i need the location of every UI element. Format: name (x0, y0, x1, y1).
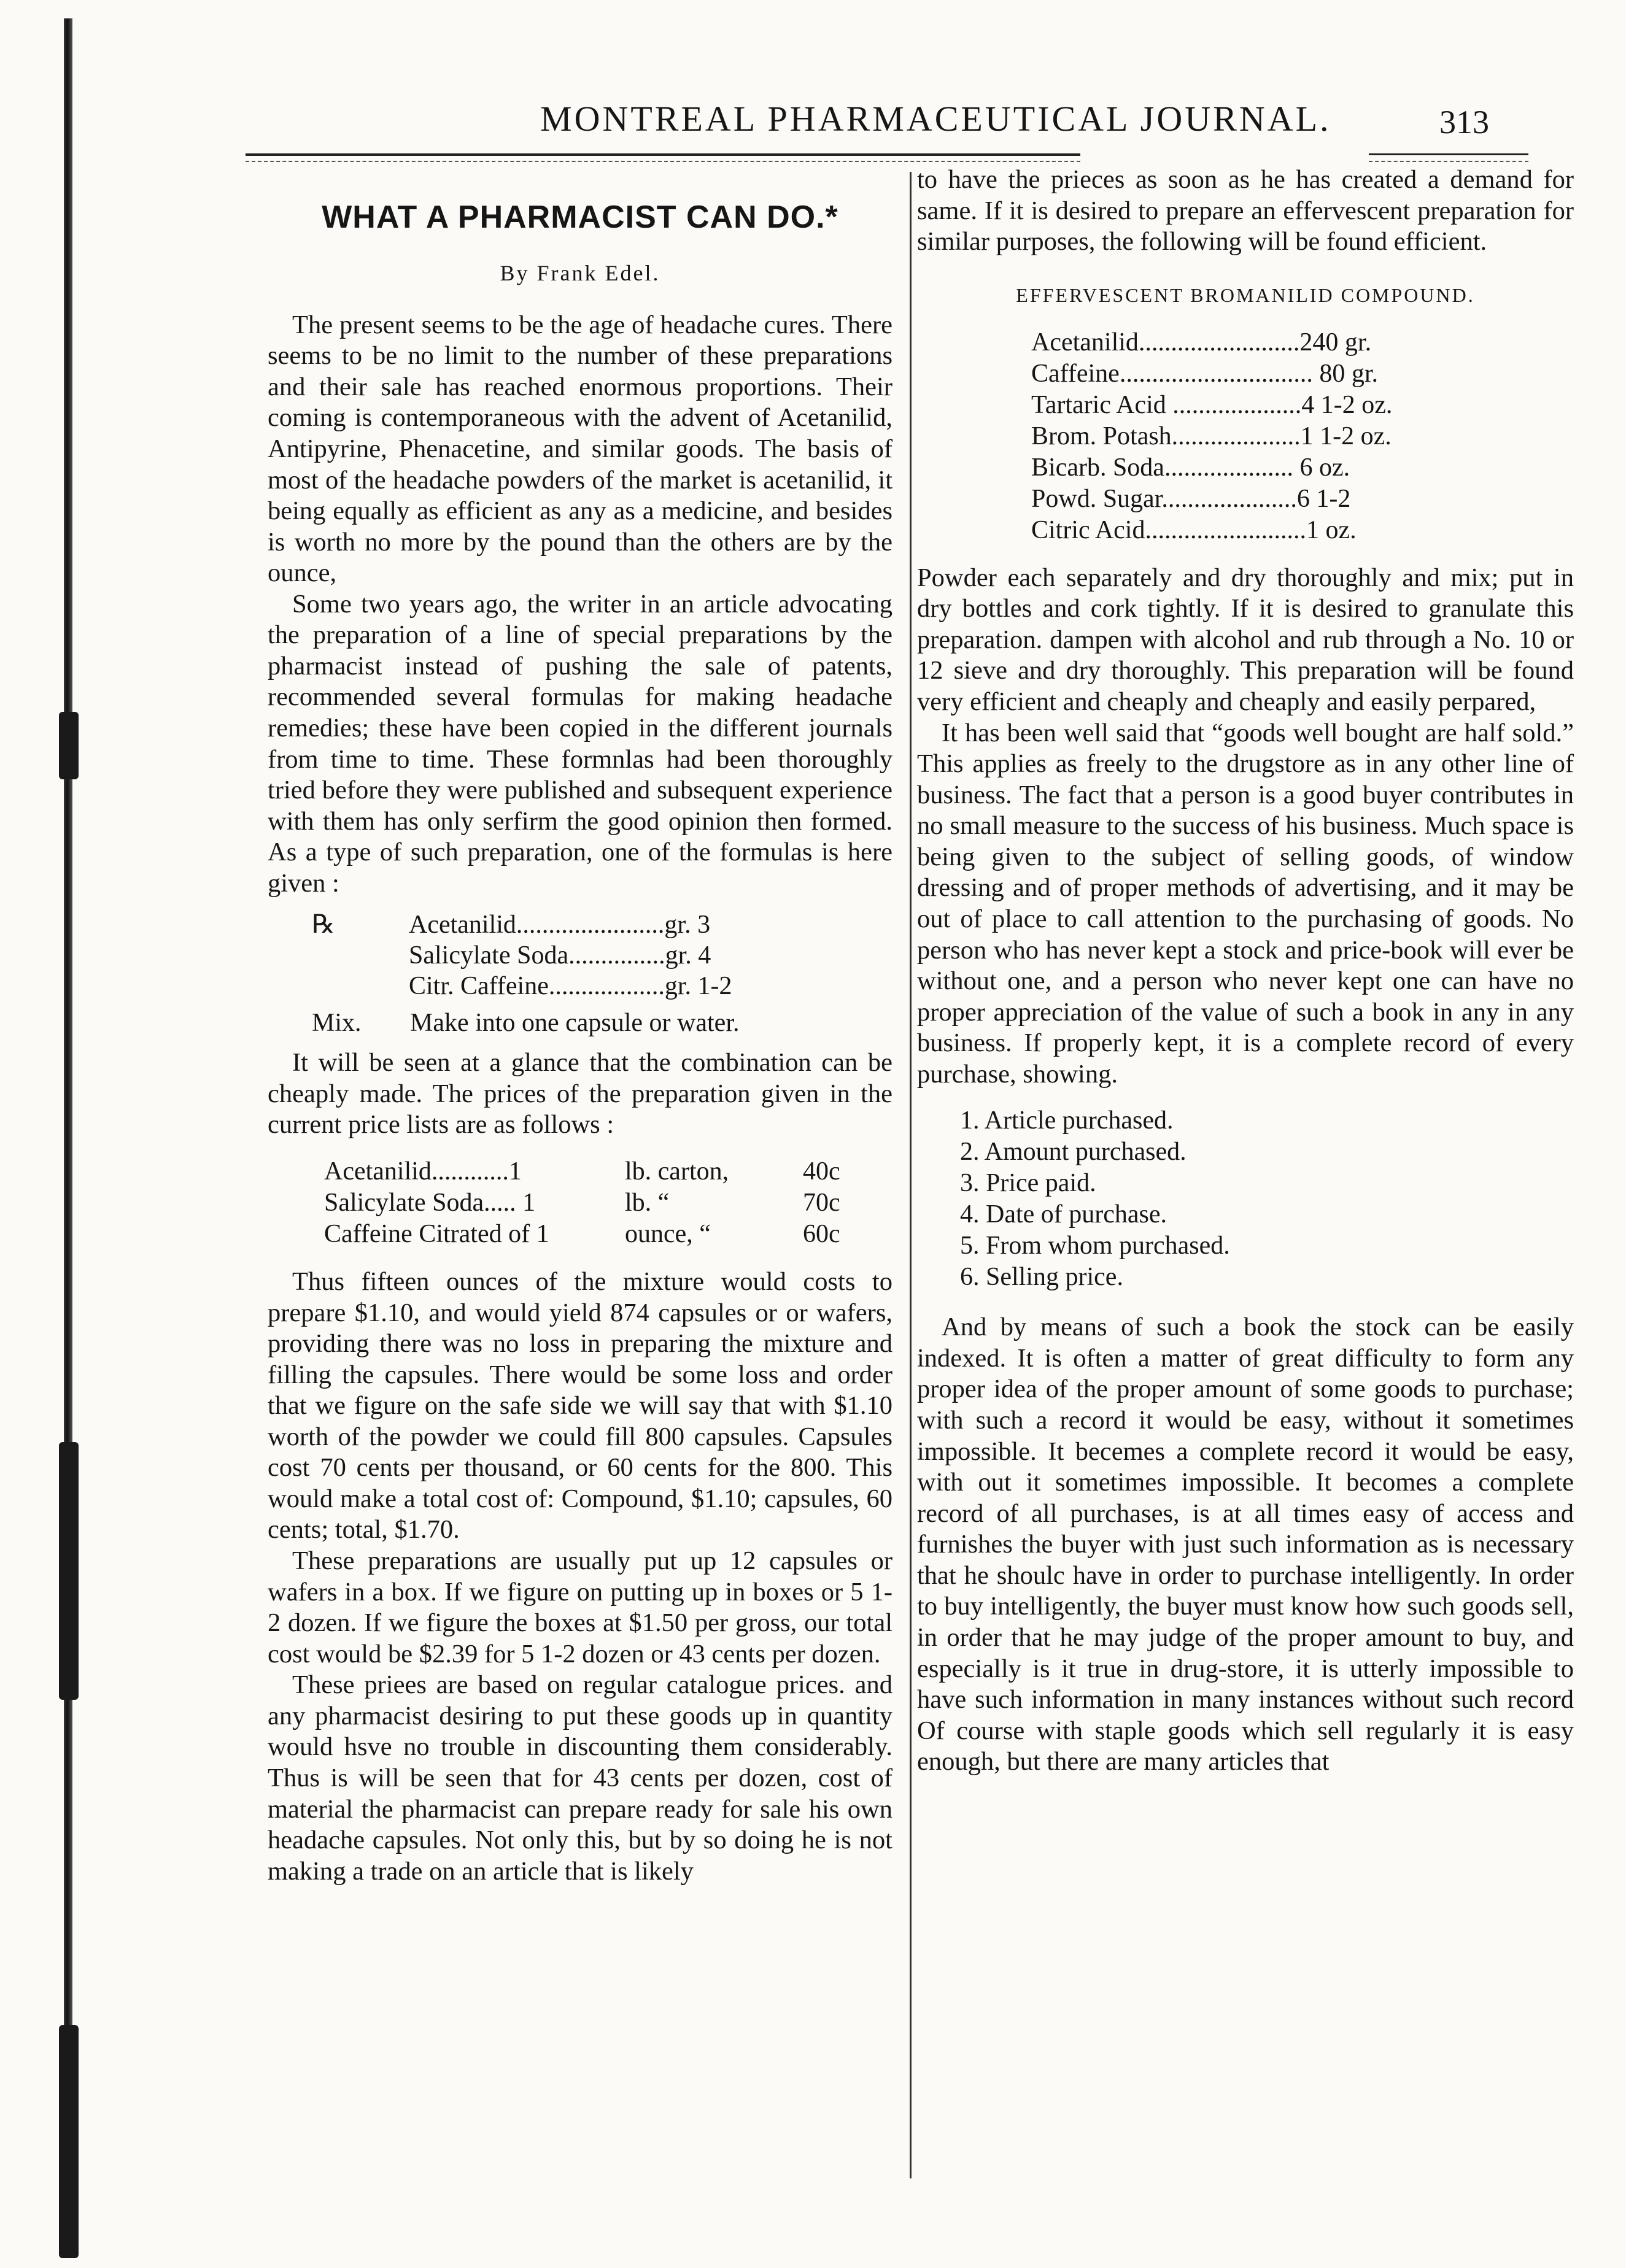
price-value: 40c (803, 1157, 840, 1186)
compound-heading: EFFERVESCENT BROMANILID COMPOUND. (1016, 284, 1475, 306)
article-title: WHAT A PHARMACIST CAN DO.* (322, 199, 838, 235)
paragraph: Some two years ago, the writer in an article advocating the preparation of a line of special preparations by the pharmacist instead of pushing the sale of patents, recommended several formulas for making headache remedies; these have been copied in the different journals from time to time. These formnlas had been thoroughly tried before they were published and subsequent experience with them has only serfirm the good opinion then formed. As a type of such preparation, one of the formulas is here given : (268, 589, 892, 898)
header-rule (246, 153, 1080, 156)
paragraph: These priees are based on regular catalogue prices. and any pharmacist desiring to put these goods up in quantity would hsve no trouble in discounting them considerably. Thus is will be seen that for 43 cents per dozen, cost of material the pharmacist can prepare ready for sale his own headache capsules. Not only this, but by so doing he is not making a trade on an article that is likely (268, 1670, 892, 1886)
price-item: Salicylate Soda..... 1 (324, 1188, 536, 1217)
right-column (917, 164, 1574, 1778)
article-byline: By Frank Edel. (500, 260, 660, 285)
list-item: 4. Date of purchase. (960, 1200, 1167, 1229)
price-item: Caffeine Citrated of 1 (324, 1219, 549, 1248)
recipe-symbol: ℞ (312, 911, 335, 939)
header-rule-right-dashed (1369, 161, 1528, 162)
formula-row: Acetanilid.........................240 gr. (1031, 328, 1372, 357)
binding-blot (59, 1442, 79, 1700)
paragraph: to have the prieces as soon as he has created a demand for same. If it is desired to prepare an effervescent preparation for similar purposes, the following will be found efficient. (917, 165, 1574, 256)
binding-blot (59, 712, 79, 779)
mix-text: Make into one capsule or water. (410, 1009, 740, 1038)
paragraph: Thus fifteen ounces of the mixture would costs to prepare $1.10, and would yield 874 capsules or or wafers, providing there was no loss in preparing the mixture and filling the capsules. There would be some loss and order that we figure on the safe side we will say that with $1.10 worth of the powder we could fill 800 capsules. Capsules cost 70 cents per thousand, or 60 cents for the 800. This would make a total cost of: Compound, $1.10; capsules, 60 cents; total, $1.70. (268, 1267, 892, 1545)
price-value: 60c (803, 1219, 840, 1248)
formula-row: Brom. Potash....................1 1-2 oz. (1031, 422, 1392, 450)
binding-blot (59, 2025, 79, 2258)
price-unit: lb. carton, (625, 1157, 729, 1186)
list-item: 3. Price paid. (960, 1169, 1096, 1198)
price-unit: lb. “ (625, 1188, 670, 1217)
price-unit: ounce, “ (625, 1219, 711, 1248)
price-row (324, 1219, 892, 1251)
formula-row: Salicylate Soda...............gr. 4 (409, 941, 711, 970)
record-list (960, 1106, 1574, 1294)
list-item: 1. Article purchased. (960, 1106, 1174, 1135)
header-rule-dashed (246, 161, 1080, 162)
formula-instruction (312, 1008, 892, 1039)
binding-edge (64, 18, 72, 2252)
page-number: 313 (1439, 104, 1489, 141)
price-value: 70c (803, 1188, 840, 1217)
paragraph: These preparations are usually put up 12 capsules or wafers in a box. If we figure on putting up in boxes or 5 1-2 dozen. If we figure the boxes at $1.50 per gross, our total cost would be $2.39 for 5 1-2 dozen or 43 cents per dozen. (268, 1546, 892, 1668)
paragraph: And by means of such a book the stock can be easily indexed. It is often a matter of great difficulty to form any proper idea of the proper amount of some goods to purchase; with such a record it would be easy, without it sometimes impossible. It becemes a complete record it would be easy, with out it sometimes impossible. It becomes a complete record of all purchases, is at all times easy of access and furnishes the buyer with just such information as is necessary that he shoulc have in order to purchase intelligently. In order to buy intelligently, the buyer must know how such goods sell, in order that he may judge of the proper amount to buy, and especially is it true in drug-store, it is utterly impossible to have such information in many instances without such record Of course with staple goods which sell regularly it is easy enough, but there are many articles that (917, 1313, 1574, 1776)
list-item: 2. Amount purchased. (960, 1138, 1187, 1167)
formula-row: Tartaric Acid ....................4 1-2 oz. (1031, 390, 1393, 419)
formula-row: Citric Acid.........................1 oz. (1031, 515, 1357, 544)
column-divider (910, 172, 912, 2178)
paragraph: The present seems to be the age of headache cures. There seems to be no limit to the number of these preparations and their sale has reached enormous proportions. Their coming is contemporaneous with the advent of Acetanilid, Antipyrine, Phenacetine, and similar goods. The basis of most of the headache powders of the market is acetanilid, it being equally as efficient as any as a medicine, and besides is worth no more by the pound than the others are by the ounce, (268, 310, 892, 588)
formula-row: Bicarb. Soda.................... 6 oz. (1031, 453, 1350, 482)
running-head: MONTREAL PHARMACEUTICAL JOURNAL. (540, 99, 1331, 139)
list-item: 6. Selling price. (960, 1263, 1123, 1292)
paragraph: It has been well said that “goods well bought are half sold.” This applies as freely to the drugstore as in any other line of business. The fact that a person is a good buyer contributes in no small measure to the success of his business. Much space is being given to the subject of selling goods, of window dressing and of proper methods of advertising, and it may be out of place to call attention to the purchasing of goods. No person who has never kept a stock and price-book will ever be without one, and a person who never kept one can have no proper appreciation of the value of such a book in any in any business. If properly kept, it is a complete record of every purchase, showing. (917, 718, 1574, 1089)
effervescent-formula (1031, 328, 1574, 547)
formula-row: Citr. Caffeine..................gr. 1-2 (409, 972, 732, 1001)
paragraph: It will be seen at a glance that the combination can be cheaply made. The prices of the preparation given in the current price lists are as follows : (268, 1048, 892, 1140)
price-list (324, 1157, 892, 1251)
list-item: 5. From whom purchased. (960, 1232, 1230, 1260)
mix-label: Mix. (312, 1009, 362, 1038)
paragraph: Powder each separately and dry thoroughly and mix; put in dry bottles and cork tightly. If it is desired to granulate this preparation. dampen with alcohol and rub through a No. 10 or 12 sieve and dry thoroughly. This preparation will be found very efficient and cheaply and cheaply and easily perpared, (917, 563, 1574, 717)
header-rule-right (1369, 153, 1528, 155)
formula-row: Caffeine.............................. 80 gr. (1031, 359, 1378, 388)
price-item: Acetanilid............1 (324, 1157, 522, 1186)
headache-formula (268, 910, 892, 1039)
left-column (268, 184, 892, 1887)
price-row (324, 1157, 892, 1188)
price-row (324, 1188, 892, 1219)
formula-row: Acetanilid.......................gr. 3 (409, 911, 711, 939)
formula-row: Powd. Sugar.....................6 1-2 (1031, 484, 1351, 513)
